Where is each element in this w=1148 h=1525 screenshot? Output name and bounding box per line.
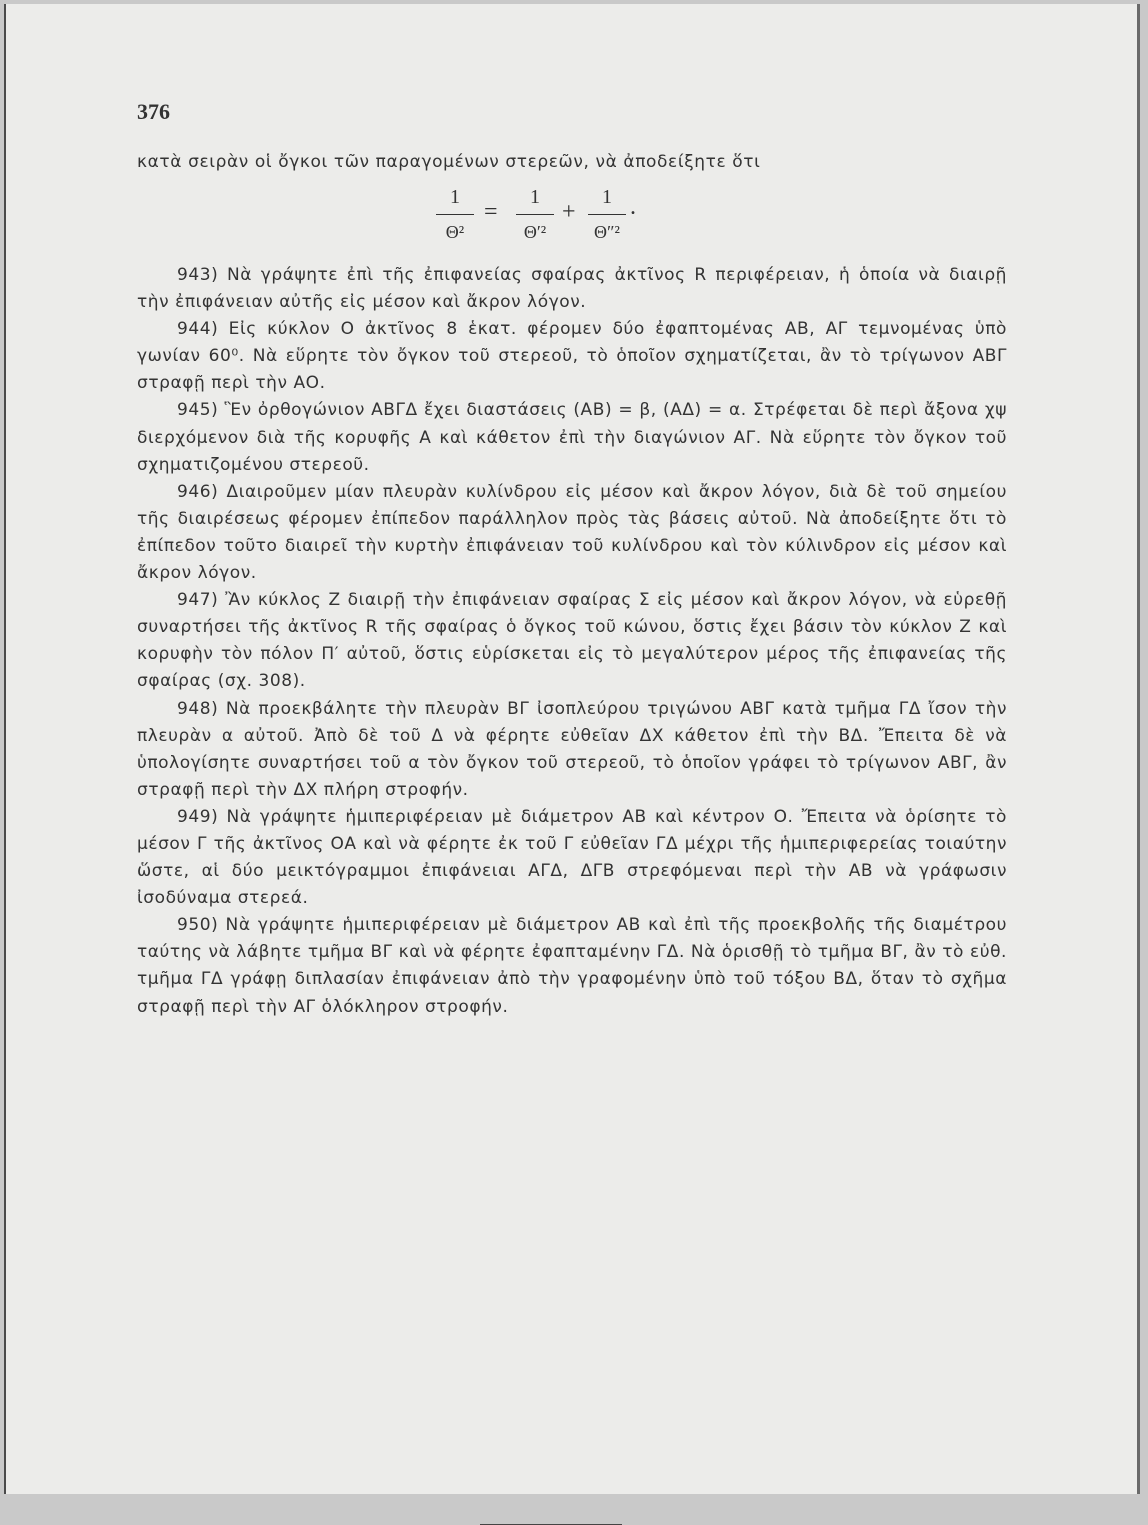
problem-list bbox=[137, 262, 1007, 1021]
problem-944: 944) Εἰς κύκλον Ο ἀκτῖνος 8 ἑκατ. φέρομεν δύο ἐφαπτομένας ΑΒ, ΑΓ τεμνομένας ὑπὸ γωνίαν 60⁰. Νὰ εὕρητε τὸν ὄγκον τοῦ στερεοῦ, τὸ ὁποῖον σχηματίζεται, ἂν τὸ τρίγωνον ΑΒΓ στραφῇ περὶ τὴν ΑΟ. bbox=[137, 319, 1007, 394]
formula-lhs-denominator: Θ² bbox=[445, 222, 465, 242]
fraction-bar bbox=[436, 214, 474, 215]
fraction-bar bbox=[588, 214, 626, 215]
formula-term2-numerator: 1 bbox=[602, 186, 612, 208]
problem-948: 948) Νὰ προεκβάλητε τὴν πλευρὰν ΒΓ ἰσοπλεύρου τριγώνου ΑΒΓ κατὰ τμῆμα ΓΔ ἴσον τὴν πλευρὰν α αὐτοῦ. Ἀπὸ δὲ τοῦ Δ νὰ φέρητε εὐθεῖαν ΔΧ κάθετον ἐπὶ τὴν ΒΔ. Ἔπειτα δὲ νὰ ὑπολογίσητε συναρτήσει τοῦ α τὸν ὄγκον τοῦ στερεοῦ, τὸ ὁποῖον γράφει τὸ τρίγωνον ΑΒΓ, ἂν στραφῇ περὶ τὴν ΔΧ πλήρη στροφήν. bbox=[137, 698, 1007, 800]
problem-943: 943) Νὰ γράψητε ἐπὶ τῆς ἐπιφανείας σφαίρας ἀκτῖνος R περιφέρειαν, ἡ ὁποία νὰ διαιρῇ τὴν ἐπιφάνειαν αὐτῆς εἰς μέσον καὶ ἄκρον λόγον. bbox=[137, 265, 1007, 313]
problem-945: 945) Ἓν ὀρθογώνιον ΑΒΓΔ ἔχει διαστάσεις (ΑΒ) = β, (ΑΔ) = α. Στρέφεται δὲ περὶ ἄξονα χψ διερχόμενον διὰ τῆς κορυφῆς Α καὶ κάθετον ἐπὶ τὴν διαγώνιον ΑΓ. Νὰ εὕρητε τὸν ὄγκον τοῦ σχηματιζομένου στερεοῦ. bbox=[137, 400, 1007, 475]
intro-text: κατὰ σειρὰν οἱ ὄγκοι τῶν παραγομένων στερεῶν, νὰ ἀποδείξητε ὅτι bbox=[137, 152, 761, 172]
formula-term1-fraction bbox=[514, 184, 556, 245]
formula-period: . bbox=[630, 194, 636, 220]
book-page bbox=[4, 4, 1140, 1494]
page-number: 376 bbox=[137, 99, 170, 124]
reciprocal-volume-formula bbox=[434, 184, 664, 254]
problem-946: 946) Διαιροῦμεν μίαν πλευρὰν κυλίνδρου εἰς μέσον καὶ ἄκρον λόγον, διὰ δὲ τοῦ σημείου τῆς διαιρέσεως φέρομεν ἐπίπεδον παράλληλον πρὸς τὰς βάσεις αὐτοῦ. Νὰ ἀποδείξητε ὅτι τὸ ἐπίπεδον τοῦτο διαιρεῖ τὴν κυρτὴν ἐπιφάνειαν τοῦ κυλίνδρου καὶ τὸν κύλινδρον εἰς μέσον καὶ ἄκρον λόγον. bbox=[137, 481, 1007, 584]
problem-949: 949) Νὰ γράψητε ἡμιπεριφέρειαν μὲ διάμετρον ΑΒ καὶ κέντρον Ο. Ἔπειτα νὰ ὁρίσητε τὸ μέσον Γ τῆς ἀκτῖνος ΟΑ καὶ νὰ φέρητε ἐκ τοῦ Γ εὐθεῖαν ΓΔ μέχρι τῆς ἡμιπεριφερείας τοιαύτην ὥστε, αἱ δύο μεικτόγραμμοι ἐπιφάνειαι ΑΓΔ, ΔΓΒ στρεφόμεναι περὶ τὴν ΑΒ νὰ γράφωσιν ἰσοδύναμα στερεά. bbox=[137, 806, 1007, 909]
formula-term2-denominator: Θ″² bbox=[594, 222, 620, 242]
formula-lhs-fraction bbox=[434, 184, 476, 245]
formula-lhs-numerator: 1 bbox=[450, 186, 460, 208]
formula-equals: = bbox=[484, 199, 498, 225]
formula-term1-numerator: 1 bbox=[530, 186, 540, 208]
problem-947: 947) Ἂν κύκλος Ζ διαιρῇ τὴν ἐπιφάνειαν σφαίρας Σ εἰς μέσον καὶ ἄκρον λόγον, νὰ εὑρεθῇ συναρτήσει τῆς ἀκτῖνος R τῆς σφαίρας ὁ ὄγκος τοῦ κώνου, ὅστις ἔχει βάσιν τὸν κύκλον Ζ καὶ κορυφὴν τὸν πόλον Π′ αὐτοῦ, ὅστις εὑρίσκεται εἰς τὸ μεγαλύτερον μέρος τῆς ἐπιφανείας τῆς σφαίρας (σχ. 308). bbox=[137, 590, 1007, 692]
formula-term2-fraction bbox=[586, 184, 628, 245]
formula-term1-denominator: Θ′² bbox=[523, 222, 547, 242]
problem-950: 950) Νὰ γράψητε ἡμιπεριφέρειαν μὲ διάμετρον ΑΒ καὶ ἐπὶ τῆς προεκβολῆς τῆς διαμέτρου ταύτης νὰ λάβητε τμῆμα ΒΓ καὶ νὰ φέρητε ἐφαπταμένην ΓΔ. Νὰ ὁρισθῇ τὸ τμῆμα ΒΓ, ἂν τὸ εὐθ. τμῆμα ΓΔ γράφῃ διπλασίαν ἐπιφάνειαν ἀπὸ τὴν γραφομένην ὑπὸ τοῦ τόξου ΒΔ, ὅταν τὸ σχῆμα στραφῇ περὶ τὴν ΑΓ ὁλόκληρον στροφήν. bbox=[137, 915, 1007, 1017]
fraction-bar bbox=[516, 214, 554, 215]
formula-plus: + bbox=[562, 199, 576, 225]
